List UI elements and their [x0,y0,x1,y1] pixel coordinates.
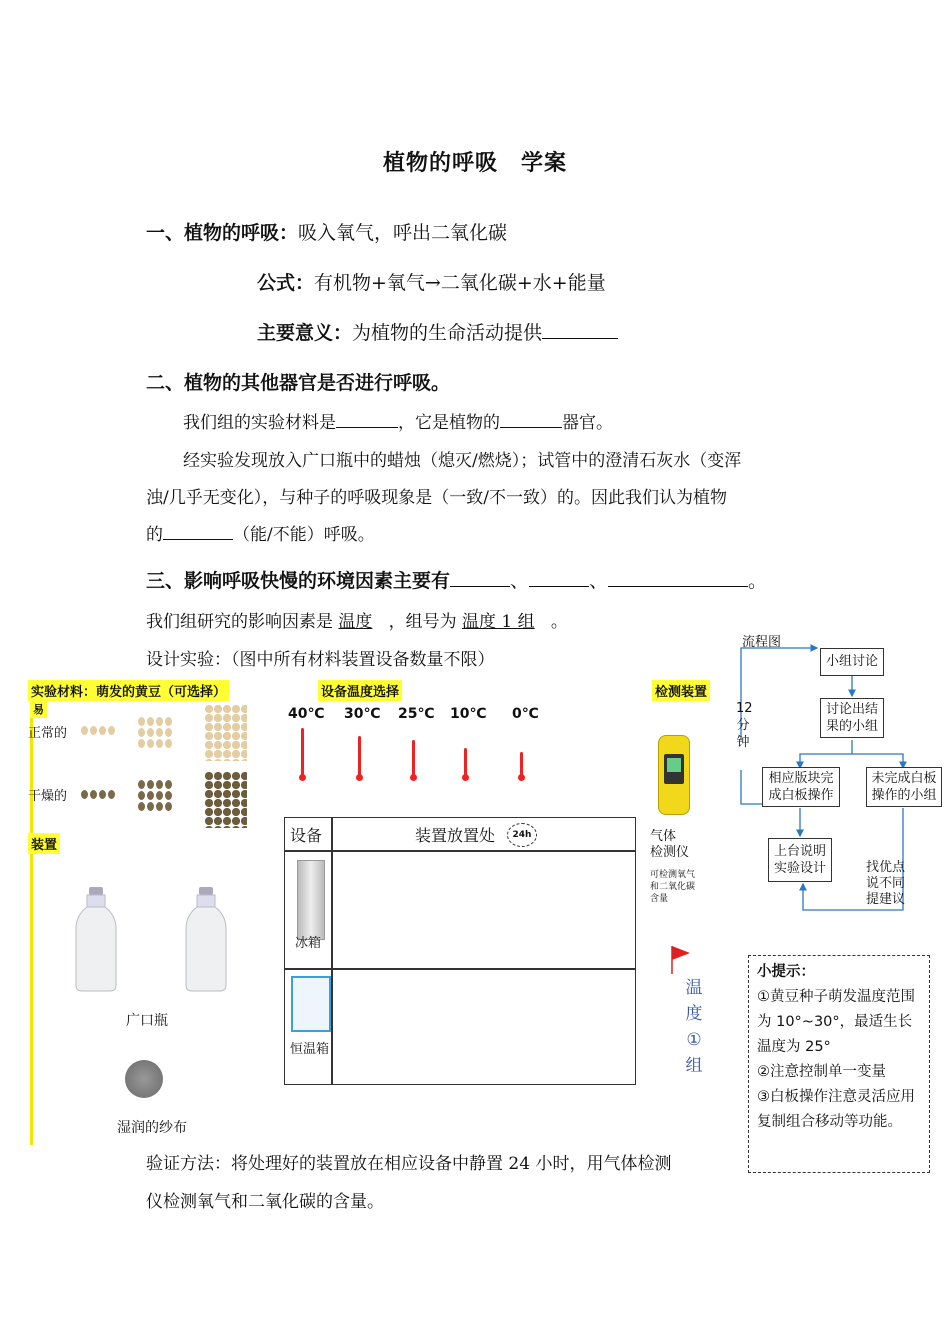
easy-tag: 易 [30,700,47,718]
thermometer-25 [412,740,415,776]
thermo-bulb [299,774,306,781]
section-2-heading: 二、植物的其他器官是否进行呼吸。 [146,372,451,394]
formula-line [257,268,606,295]
tip-item: ①黄豆种子萌发温度范围为 10°~30°，最适生长温度为 25° [757,989,915,1055]
text: 我们组的实验材料是 [183,413,336,433]
section-3-heading: 三、影响呼吸快慢的环境因素主要有 [146,570,451,592]
timer-icon [507,823,537,847]
bottle-label: 广口瓶 [126,1013,168,1029]
text: 我们组研究的影响因素是 [146,612,333,632]
dry-label: 干燥的 [28,789,68,804]
text: 器官。 [562,413,613,433]
flow-time-char: 分 [736,718,750,733]
formula-text: 有机物+氧气→二氧化碳+水+能量 [314,272,606,294]
table-divider [285,850,635,852]
divider [30,700,33,1145]
section-1-text: 吸入氧气，呼出二氧化碳 [298,222,508,244]
factor-blank-2[interactable] [529,571,589,587]
factor-blank-3[interactable] [608,571,748,587]
table-header-device: 设备 [290,826,323,845]
normal-beans-small[interactable] [80,720,120,739]
section-1-heading: 一、植物的呼吸： [146,222,299,244]
meaning-line [257,318,618,345]
thermo-bulb [410,774,417,781]
factor-blank-1[interactable] [450,571,510,587]
dry-beans-medium[interactable] [137,778,181,811]
materials-label: 实验材料：萌发的黄豆（可选择） [28,680,229,701]
meaning-blank[interactable] [542,323,618,339]
flag-char: 度 [685,1004,703,1024]
flag-char: 温 [685,978,703,998]
factor-value[interactable]: 温度 [338,612,373,632]
thermometer-30 [358,736,361,776]
temp-30[interactable]: 30℃ [344,706,381,722]
table-divider [331,818,333,1084]
flow-undone: 未完成白板 操作的小组 [866,767,942,807]
text: ，它是植物的 [398,413,500,433]
table-header-place: 装置放置处 [415,826,496,845]
placement-table [284,817,636,1085]
experiment-line-1: 经实验发现放入广口瓶中的蜡烛（熄灭/燃烧）；试管中的澄清石灰水（变浑 [183,451,742,471]
text: ，组号为 [388,612,457,632]
detector-desc: 可检测氧气 和二氧化碳 含量 [650,870,696,904]
flow-time [736,700,753,751]
flow-present: 上台说明 实验设计 [768,838,832,882]
flow-result: 讨论出结 果的小组 [820,698,884,738]
text: 的 [146,525,163,545]
dry-beans-large[interactable] [205,772,247,828]
temp-label: 设备温度选择 [318,680,402,701]
flag-char: 组 [685,1056,703,1076]
flag-text [684,975,704,1079]
meaning-text: 为植物的生命活动提供 [352,322,543,344]
thermometer-40 [301,728,304,776]
group-line [146,604,568,641]
flow-title: 流程图 [742,635,782,650]
flow-time-char: 12 [736,701,753,716]
gauze-icon[interactable] [125,1060,163,1098]
flow-discuss: 小组讨论 [820,648,884,676]
thermo-bulb [356,774,363,781]
timer-text: 24h [512,830,532,840]
temp-40[interactable]: 40℃ [288,706,325,722]
detector-label: 检测装置 [652,680,710,701]
wide-mouth-bottle-2[interactable] [182,885,230,995]
verify-line-2: 仪检测氧气和二氧化碳的含量。 [146,1192,384,1212]
fridge-icon[interactable] [297,860,325,940]
experiment-line-3 [146,517,375,554]
flag-char: ① [686,1030,702,1050]
tip-item: ②注意控制单一变量 [757,1064,886,1080]
material-blank[interactable] [336,412,398,428]
flow-feedback: 找优点 说不同 提建议 [866,860,906,907]
formula-label: 公式： [257,272,315,294]
text: （能/不能）呼吸。 [233,525,375,545]
organ-blank[interactable] [500,412,562,428]
flow-done: 相应版块完 成白板操作 [762,767,840,807]
thermo-bulb [462,774,469,781]
dry-beans-small[interactable] [80,784,120,803]
gas-detector-icon[interactable] [658,735,690,815]
detector-name: 气体 检测仪 [650,829,690,860]
verify-line-1: 验证方法：将处理好的装置放在相应设备中静置 24 小时，用气体检测 [146,1154,672,1174]
section-3-heading-line [146,566,767,593]
tip-item: ③白板操作注意灵活应用复制组合移动等功能。 [757,1089,915,1130]
fridge-label: 冰箱 [295,936,322,951]
ability-blank[interactable] [163,524,233,540]
normal-label: 正常的 [28,726,68,741]
normal-beans-large[interactable] [205,705,247,761]
design-line: 设计实验：（图中所有材料装置设备数量不限） [146,650,495,670]
incubator-label: 恒温箱 [290,1042,330,1057]
temp-25[interactable]: 25℃ [398,706,435,722]
wide-mouth-bottle-1[interactable] [72,885,120,995]
tips-box [748,955,930,1173]
thermometer-0 [520,752,523,776]
section-1 [146,218,507,245]
end: 。 [748,570,768,592]
page-title: 植物的呼吸 学案 [382,151,567,176]
normal-beans-medium[interactable] [137,715,181,748]
sep: 、 [510,570,530,592]
incubator-icon[interactable] [291,976,331,1032]
temp-10[interactable]: 10℃ [450,706,487,722]
flag-icon [668,944,692,976]
sep: 、 [589,570,609,592]
material-line [183,405,613,442]
text: 。 [550,612,568,632]
tips-title: 小提示： [757,964,815,980]
temp-0[interactable]: 0℃ [512,706,539,722]
device-label: 装置 [28,833,60,854]
thermometer-10 [464,748,467,776]
table-divider [285,968,635,970]
experiment-line-2: 浊/几乎无变化），与种子的呼吸现象是（一致/不一致）的。因此我们认为植物 [146,488,727,508]
flow-time-char: 钟 [736,735,750,750]
meaning-label: 主要意义： [257,322,353,344]
group-value[interactable]: 温度 1 组 [462,612,535,632]
thermo-bulb [518,774,525,781]
gauze-label: 湿润的纱布 [117,1120,187,1136]
